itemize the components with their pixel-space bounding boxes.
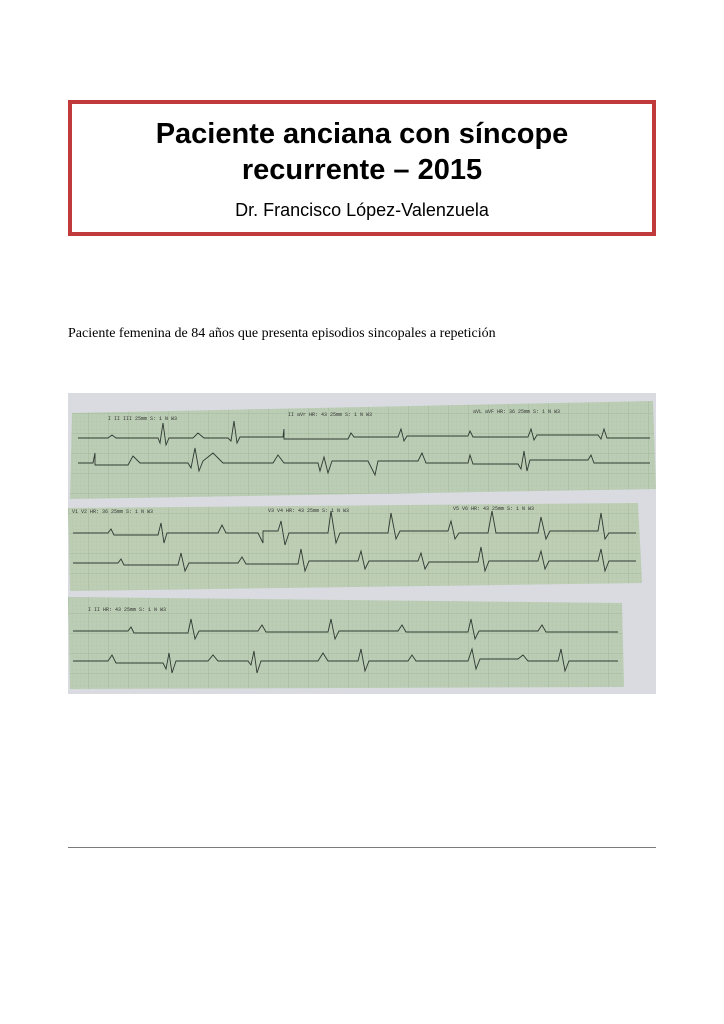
horizontal-rule	[68, 847, 656, 848]
title-box	[68, 100, 656, 236]
ecg-photograph	[68, 393, 656, 694]
ecg-strip-2	[68, 503, 642, 591]
ecg-strip-3	[68, 597, 624, 689]
strip-label: I II HR: 43 25mm S: 1 N W3	[88, 607, 167, 613]
strip-label: V3 V4 HR: 43 25mm S: 1 N W3	[268, 508, 350, 514]
title-line-2: recurrente – 2015	[241, 154, 483, 186]
author-name: Dr. Francisco López-Valenzuela	[235, 200, 489, 220]
strip-label: V1 V2 HR: 36 25mm S: 1 N W3	[72, 509, 154, 515]
ecg-strip-1	[70, 401, 656, 499]
title-line-1: Paciente anciana con síncope	[155, 118, 569, 150]
strip-label: I II III 25mm S: 1 N W3	[108, 416, 178, 422]
strip-label: II aVr HR: 43 25mm S: 1 N W3	[288, 412, 373, 418]
strip-label: aVL aVF HR: 36 25mm S: 1 N W3	[473, 409, 561, 415]
strip-label: V5 V6 HR: 43 25mm S: 1 N W3	[453, 506, 535, 512]
intro-paragraph: Paciente femenina de 84 años que presenta episodios sincopales a repetición	[68, 326, 496, 341]
